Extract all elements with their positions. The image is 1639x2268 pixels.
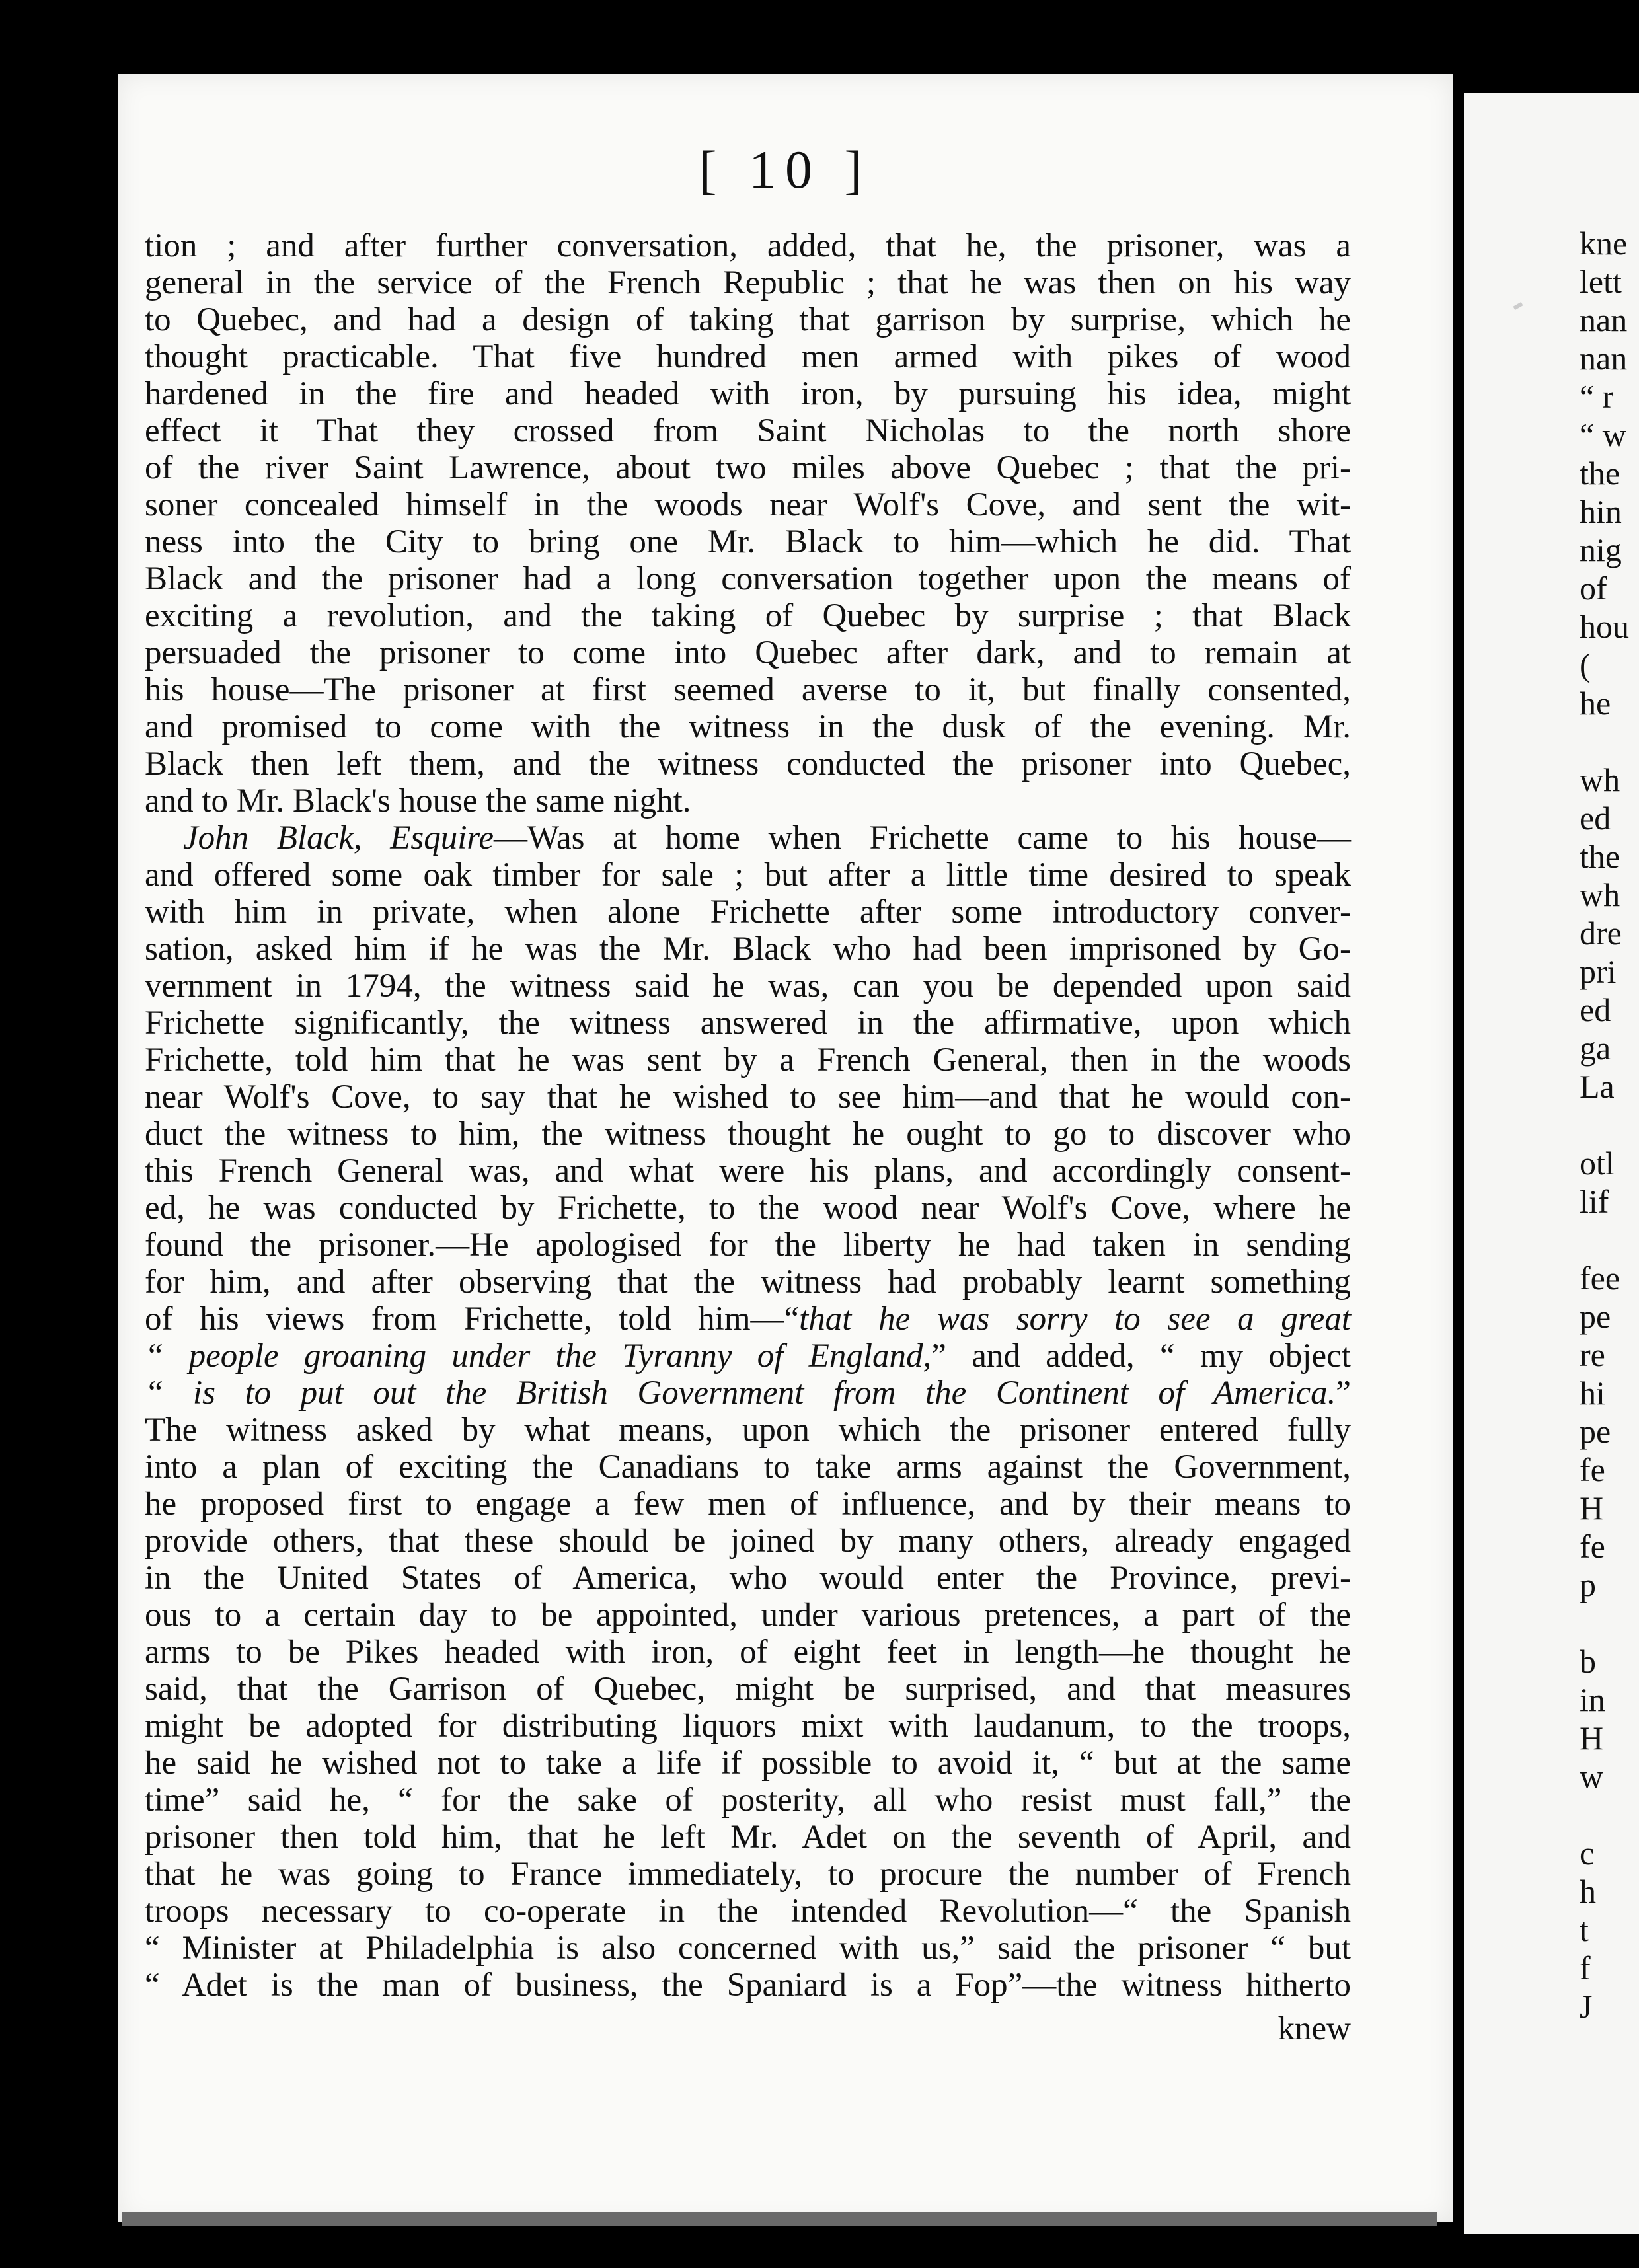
facing-text-fragment: lett [1580, 263, 1622, 300]
italic-text: John Black, Esquire [183, 819, 494, 856]
line-text: that he was going to France immediately, to procure the number of French [145, 1856, 1351, 1893]
text-line [145, 930, 1351, 967]
book-page [118, 74, 1453, 2222]
facing-text-fragment: fe [1580, 1528, 1605, 1565]
facing-text-fragment: ga [1580, 1030, 1611, 1067]
line-text: Frichette, told him that he was sent by a French General, then in the woods [145, 1041, 1351, 1078]
line-text: said, that the Garrison of Quebec, might be surprised, and that measures [145, 1671, 1351, 1708]
facing-text-fragment: ed [1580, 800, 1611, 837]
text-line [145, 1338, 1351, 1375]
text-line [145, 819, 1351, 856]
line-text: duct the witness to him, the witness thought he ought to go to discover who [145, 1115, 1351, 1153]
line-text: exciting a revolution, and the taking of Quebec by surprise ; that Black [145, 597, 1351, 634]
facing-text-fragment: pe [1580, 1413, 1611, 1450]
line-text: to Quebec, and had a design of taking that garrison by surprise, which he [145, 301, 1351, 338]
text-line [145, 1190, 1351, 1227]
text-line [145, 1523, 1351, 1560]
facing-text-fragment: the [1580, 838, 1620, 875]
line-text: ” and added, “ my object [931, 1338, 1351, 1375]
text-line [145, 1041, 1351, 1078]
text-line [145, 1893, 1351, 1930]
facing-text-fragment: nan [1580, 340, 1628, 377]
line-text: of the river Saint Lawrence, about two miles above Quebec ; that the pri- [145, 449, 1351, 486]
text-line [145, 338, 1351, 375]
line-text: provide others, that these should be joined by many others, already engaged [145, 1523, 1351, 1560]
facing-text-fragment: lif [1580, 1183, 1609, 1220]
facing-text-fragment: re [1580, 1336, 1605, 1373]
italic-text: “ people groaning under the Tyranny of England, [145, 1338, 932, 1375]
line-text: and offered some oak timber for sale ; but after a little time desired to speak [145, 856, 1351, 893]
text-line [145, 486, 1351, 523]
facing-text-fragment: p [1580, 1566, 1596, 1603]
facing-text-fragment: he [1580, 685, 1611, 722]
line-text: time” said he, “ for the sake of posterity, all who resist must fall,” the [145, 1782, 1351, 1819]
line-text: general in the service of the French Republic ; that he was then on his way [145, 264, 1351, 301]
text-line [145, 1671, 1351, 1708]
text-line [145, 1560, 1351, 1597]
ink-mark [1513, 302, 1523, 310]
text-line [145, 856, 1351, 893]
facing-text-fragment: pe [1580, 1298, 1611, 1335]
line-text: and promised to come with the witness in the dusk of the evening. Mr. [145, 708, 1351, 745]
facing-text-fragment: hou [1580, 608, 1629, 645]
line-text: this French General was, and what were his plans, and accordingly consent- [145, 1153, 1351, 1190]
line-text: near Wolf's Cove, to say that he wished to see him—and that he would con- [145, 1078, 1351, 1115]
facing-text-fragment: c [1580, 1834, 1595, 1871]
line-text: thought practicable. That five hundred men armed with pikes of wood [145, 338, 1351, 375]
text-line [145, 412, 1351, 449]
facing-text-fragment: H [1580, 1490, 1604, 1527]
line-text: Frichette significantly, the witness answered in the affirmative, upon which [145, 1004, 1351, 1041]
text-line [145, 1708, 1351, 1745]
text-line [145, 967, 1351, 1004]
line-text: vernment in 1794, the witness said he was, can you be depended upon said [145, 967, 1351, 1004]
line-text: soner concealed himself in the woods near Wolf's Cove, and sent the wit- [145, 486, 1351, 523]
catchword: knew [1277, 2010, 1351, 2047]
facing-text-fragment: h [1580, 1873, 1596, 1910]
facing-text-fragment: dre [1580, 915, 1622, 952]
text-line [145, 227, 1351, 264]
line-text: he proposed first to engage a few men of influence, and by their means to [145, 1486, 1351, 1523]
facing-text-fragment: w [1580, 1758, 1604, 1795]
facing-text-fragment: f [1580, 1949, 1591, 1986]
line-text: Black then left them, and the witness conducted the prisoner into Quebec, [145, 745, 1351, 782]
line-text: in the United States of America, who would enter the Province, previ- [145, 1560, 1351, 1597]
page-number: [ 10 ] [699, 139, 872, 200]
text-line [145, 1153, 1351, 1190]
line-text: persuaded the prisoner to come into Quebec after dark, and to remain at [145, 634, 1351, 671]
facing-text-fragment: wh [1580, 761, 1620, 798]
facing-page [1464, 93, 1639, 2234]
facing-text-fragment: wh [1580, 876, 1620, 913]
page-edge [122, 2212, 1437, 2226]
facing-text-fragment: t [1580, 1911, 1589, 1948]
text-line [145, 1004, 1351, 1041]
line-text: hardened in the fire and headed with iron, by pursuing his idea, might [145, 375, 1351, 412]
facing-text-fragment: nig [1580, 531, 1622, 568]
line-text: into a plan of exciting the Canadians to take arms against the Government, [145, 1449, 1351, 1486]
text-line [145, 1115, 1351, 1153]
text-line [145, 1819, 1351, 1856]
italic-text: “ is to put out the British Government from the Continent of America. [145, 1375, 1336, 1412]
line-text: troops necessary to co-operate in the intended Revolution—“ the Spanish [145, 1893, 1351, 1930]
text-line [145, 1301, 1351, 1338]
facing-text-fragment: J [1580, 1988, 1593, 2025]
italic-text: that he was sorry to see a great [799, 1301, 1351, 1338]
line-text: of his views from Frichette, told him—“ [145, 1301, 800, 1338]
text-line [145, 1634, 1351, 1671]
line-text: he said he wished not to take a life if possible to avoid it, “ but at the same [145, 1745, 1351, 1782]
line-text: The witness asked by what means, upon which the prisoner entered fully [145, 1412, 1351, 1449]
text-line [145, 893, 1351, 930]
facing-text-fragment: of [1580, 570, 1607, 607]
text-line [145, 1412, 1351, 1449]
text-line [145, 671, 1351, 708]
facing-text-fragment: ed [1580, 991, 1611, 1028]
line-text: tion ; and after further conversation, added, that he, the prisoner, was a [145, 227, 1351, 264]
text-line [145, 1078, 1351, 1115]
text-line [145, 375, 1351, 412]
facing-text-fragment: b [1580, 1643, 1596, 1680]
line-text: ous to a certain day to be appointed, under various pretences, a part of the [145, 1597, 1351, 1634]
line-text: ness into the City to bring one Mr. Black to him—which he did. That [145, 523, 1351, 560]
line-text: for him, and after observing that the witness had probably learnt something [145, 1264, 1351, 1301]
facing-text-fragment: in [1580, 1681, 1605, 1718]
line-text: prisoner then told him, that he left Mr. Adet on the seventh of April, and [145, 1819, 1351, 1856]
facing-text-fragment: nan [1580, 301, 1628, 338]
line-text: found the prisoner.—He apologised for the liberty he had taken in sending [145, 1227, 1351, 1264]
text-line [145, 1967, 1351, 2004]
text-line [145, 1375, 1351, 1412]
line-text: ed, he was conducted by Frichette, to the wood near Wolf's Cove, where he [145, 1190, 1351, 1227]
facing-text-fragment: fee [1580, 1260, 1620, 1297]
text-line [145, 1745, 1351, 1782]
line-text: “ Minister at Philadelphia is also concerned with us,” said the prisoner “ but [145, 1930, 1351, 1967]
facing-text-fragment: ( [1580, 646, 1591, 683]
text-line [145, 634, 1351, 671]
line-text: Black and the prisoner had a long conversation together upon the means of [145, 560, 1351, 597]
facing-text-fragment: La [1580, 1068, 1615, 1105]
text-line [145, 782, 1351, 819]
text-line [145, 1227, 1351, 1264]
facing-text-fragment: “ w [1580, 416, 1626, 453]
facing-text-fragment: “ r [1580, 378, 1614, 415]
facing-text-fragment: otl [1580, 1145, 1615, 1182]
line-text: and to Mr. Black's house the same night. [145, 782, 691, 819]
text-line [145, 1782, 1351, 1819]
text-line [145, 1930, 1351, 1967]
facing-text-fragment: H [1580, 1720, 1604, 1757]
line-text: ” [1336, 1375, 1351, 1412]
text-line [145, 1856, 1351, 1893]
text-line [145, 1264, 1351, 1301]
text-line [145, 597, 1351, 634]
body-text [145, 227, 1351, 2047]
line-text: effect it That they crossed from Saint Nicholas to the north shore [145, 412, 1351, 449]
text-line [145, 745, 1351, 782]
facing-text-fragment: hi [1580, 1375, 1605, 1412]
line-text: his house—The prisoner at first seemed averse to it, but finally consented, [145, 671, 1351, 708]
text-line [145, 1486, 1351, 1523]
line-text: with him in private, when alone Frichette after some introductory conver- [145, 893, 1351, 930]
text-line [145, 1449, 1351, 1486]
text-line [145, 449, 1351, 486]
facing-text-fragment: kne [1580, 225, 1628, 262]
line-text: —Was at home when Frichette came to his house— [493, 819, 1351, 856]
text-line [145, 560, 1351, 597]
line-text: “ Adet is the man of business, the Spaniard is a Fop”—the witness hitherto [145, 1967, 1351, 2004]
line-text: sation, asked him if he was the Mr. Black who had been imprisoned by Go- [145, 930, 1351, 967]
line-text: arms to be Pikes headed with iron, of eight feet in length—he thought he [145, 1634, 1351, 1671]
line-text: might be adopted for distributing liquors mixt with laudanum, to the troops, [145, 1708, 1351, 1745]
facing-text-fragment: fe [1580, 1451, 1605, 1488]
text-line [145, 708, 1351, 745]
text-line [145, 264, 1351, 301]
facing-text-fragment: the [1580, 455, 1620, 492]
text-line [145, 301, 1351, 338]
facing-text-fragment: hin [1580, 493, 1622, 530]
facing-text-fragment: pri [1580, 953, 1617, 990]
text-line [145, 523, 1351, 560]
text-line [145, 1597, 1351, 1634]
